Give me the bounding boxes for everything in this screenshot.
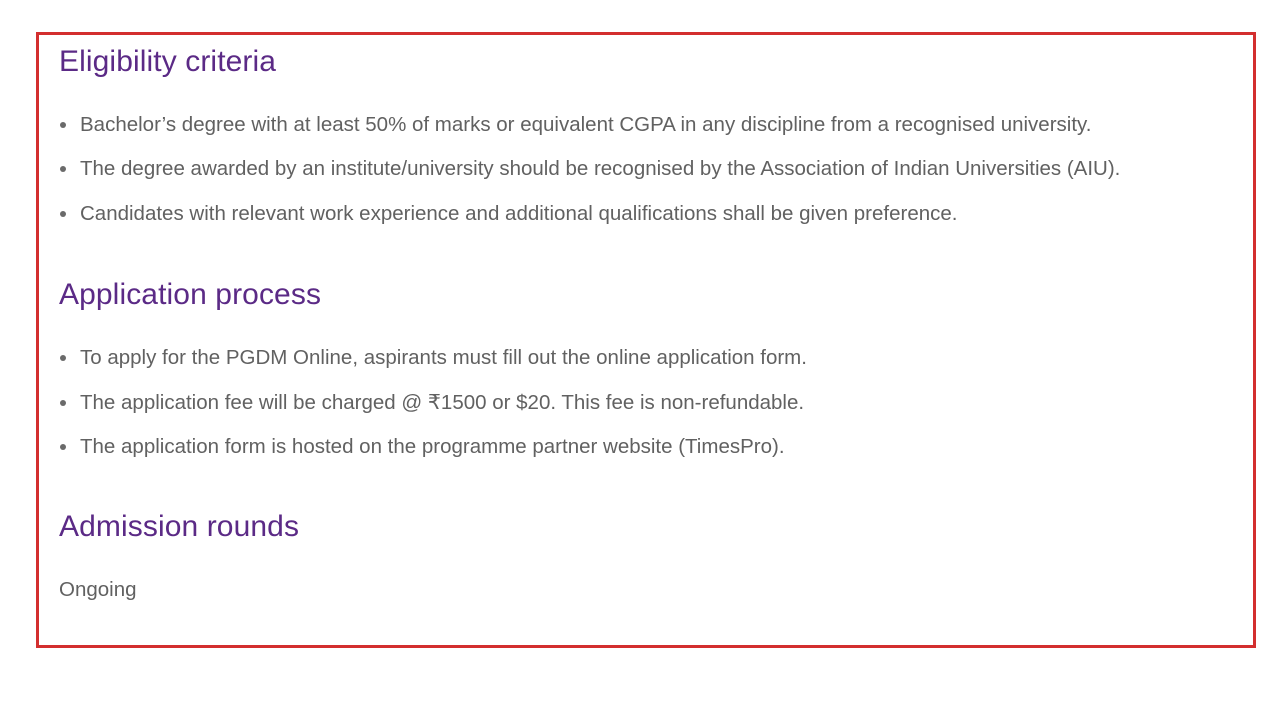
list-item-text: To apply for the PGDM Online, aspirants must fill out the online application form. xyxy=(80,346,807,369)
bullet-icon xyxy=(60,211,66,217)
bullet-icon xyxy=(60,122,66,128)
list-item xyxy=(59,157,1120,181)
admission-rounds-status: Ongoing xyxy=(59,578,137,601)
bullet-icon xyxy=(60,400,66,406)
list-item xyxy=(59,113,1120,137)
list-item-text: Bachelor’s degree with at least 50% of marks or equivalent CGPA in any discipline from a recognised university. xyxy=(80,113,1092,136)
application-process-list xyxy=(59,346,807,459)
list-item xyxy=(59,202,1120,226)
bullet-icon xyxy=(60,355,66,361)
bullet-icon xyxy=(60,166,66,172)
application-process-heading: Application process xyxy=(59,278,322,311)
eligibility-criteria-heading: Eligibility criteria xyxy=(59,45,277,78)
highlight-frame xyxy=(36,32,1256,648)
bullet-icon xyxy=(60,444,66,450)
list-item-text: The application form is hosted on the programme partner website (TimesPro). xyxy=(80,435,785,458)
admission-rounds-heading: Admission rounds xyxy=(59,510,300,543)
list-item-text: Candidates with relevant work experience and additional qualifications shall be given preference. xyxy=(80,202,958,225)
eligibility-criteria-list xyxy=(59,113,1120,226)
list-item-text: The degree awarded by an institute/university should be recognised by the Association of Indian Universities (AIU). xyxy=(80,157,1121,180)
list-item xyxy=(59,346,807,370)
list-item-text: The application fee will be charged @ ₹1500 or $20. This fee is non-refundable. xyxy=(80,391,805,414)
list-item xyxy=(59,435,807,459)
list-item xyxy=(59,391,807,415)
